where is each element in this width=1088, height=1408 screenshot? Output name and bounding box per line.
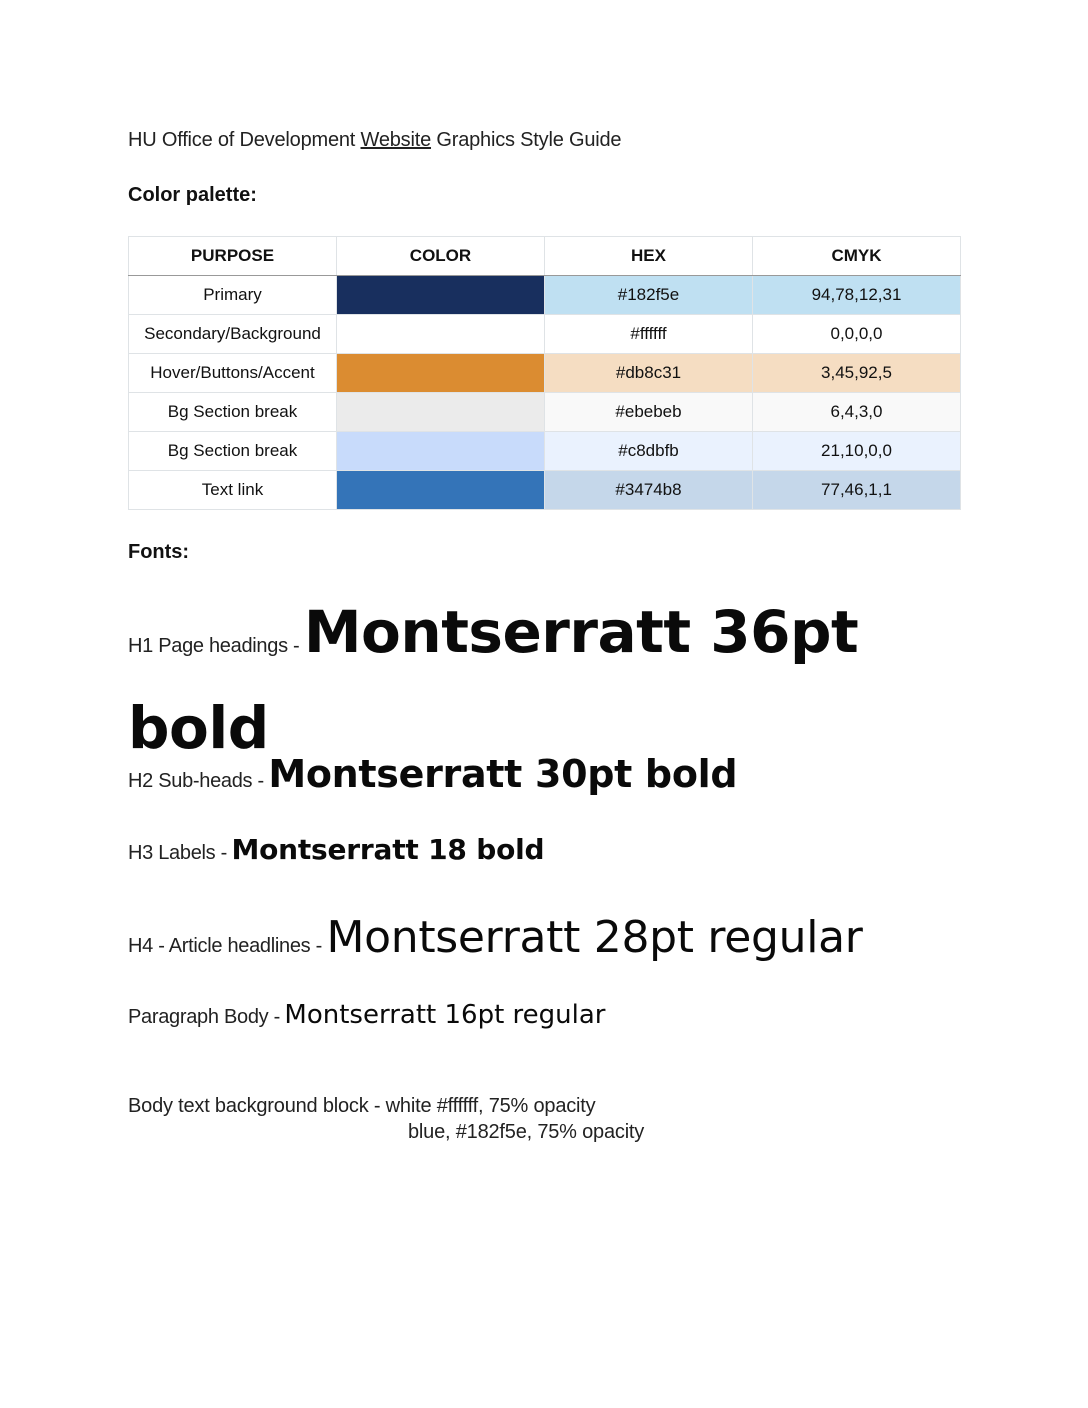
h2-sample: Montserratt 30pt bold [268,752,738,796]
cmyk-cell: 0,0,0,0 [753,315,961,354]
color-swatch [337,315,545,354]
h3-spec [128,833,544,866]
cmyk-cell: 6,4,3,0 [753,393,961,432]
background-block-spec [128,1095,645,1143]
purpose-cell: Primary [129,276,337,315]
color-palette-table [128,236,961,510]
page-title [128,129,621,152]
purpose-cell: Hover/Buttons/Accent [129,354,337,393]
color-swatch [337,432,545,471]
table-row [129,276,961,315]
cmyk-cell: 21,10,0,0 [753,432,961,471]
color-swatch [337,276,545,315]
table-row [129,354,961,393]
table-row [129,432,961,471]
header-color: COLOR [337,237,545,276]
fonts-heading: Fonts: [128,541,190,563]
table-row [129,471,961,510]
color-palette-heading: Color palette: [128,184,257,206]
purpose-cell: Bg Section break [129,393,337,432]
background-block-line-2: blue, #182f5e, 75% opacity [408,1121,645,1143]
table-row [129,393,961,432]
color-swatch [337,471,545,510]
cmyk-cell: 3,45,92,5 [753,354,961,393]
hex-cell: #db8c31 [545,354,753,393]
table-row [129,315,961,354]
hex-cell: #c8dbfb [545,432,753,471]
hex-cell: #3474b8 [545,471,753,510]
cmyk-cell: 77,46,1,1 [753,471,961,510]
paragraph-body-label: Paragraph Body - [128,1006,280,1028]
h4-sample: Montserratt 28pt regular [326,912,863,963]
paragraph-body-sample: Montserratt 16pt regular [284,1000,606,1030]
table-header-row [129,237,961,276]
title-prefix: HU Office of Development [128,129,356,151]
purpose-cell: Text link [129,471,337,510]
h2-spec [128,752,737,796]
paragraph-body-spec [128,1000,605,1030]
palette-rows [129,276,961,510]
h2-label: H2 Sub-heads - [128,770,264,792]
cmyk-cell: 94,78,12,31 [753,276,961,315]
background-block-line-1: Body text background block - white #ffffff, 75% opacity [128,1095,596,1117]
title-website-link[interactable]: Website [360,129,432,151]
h4-label: H4 - Article headlines - [128,935,323,957]
purpose-cell: Secondary/Background [129,315,337,354]
header-hex: HEX [545,237,753,276]
h1-sample: Montserratt 36pt bold [128,598,859,762]
h1-label: H1 Page headings - [128,635,300,657]
h3-sample: Montserratt 18 bold [231,833,545,866]
header-purpose: PURPOSE [129,237,337,276]
header-cmyk: CMYK [753,237,961,276]
title-suffix: Graphics Style Guide [436,129,622,151]
h4-spec [128,912,863,963]
purpose-cell: Bg Section break [129,432,337,471]
hex-cell: #ffffff [545,315,753,354]
h3-label: H3 Labels - [128,842,227,864]
color-swatch [337,393,545,432]
color-swatch [337,354,545,393]
hex-cell: #ebebeb [545,393,753,432]
hex-cell: #182f5e [545,276,753,315]
